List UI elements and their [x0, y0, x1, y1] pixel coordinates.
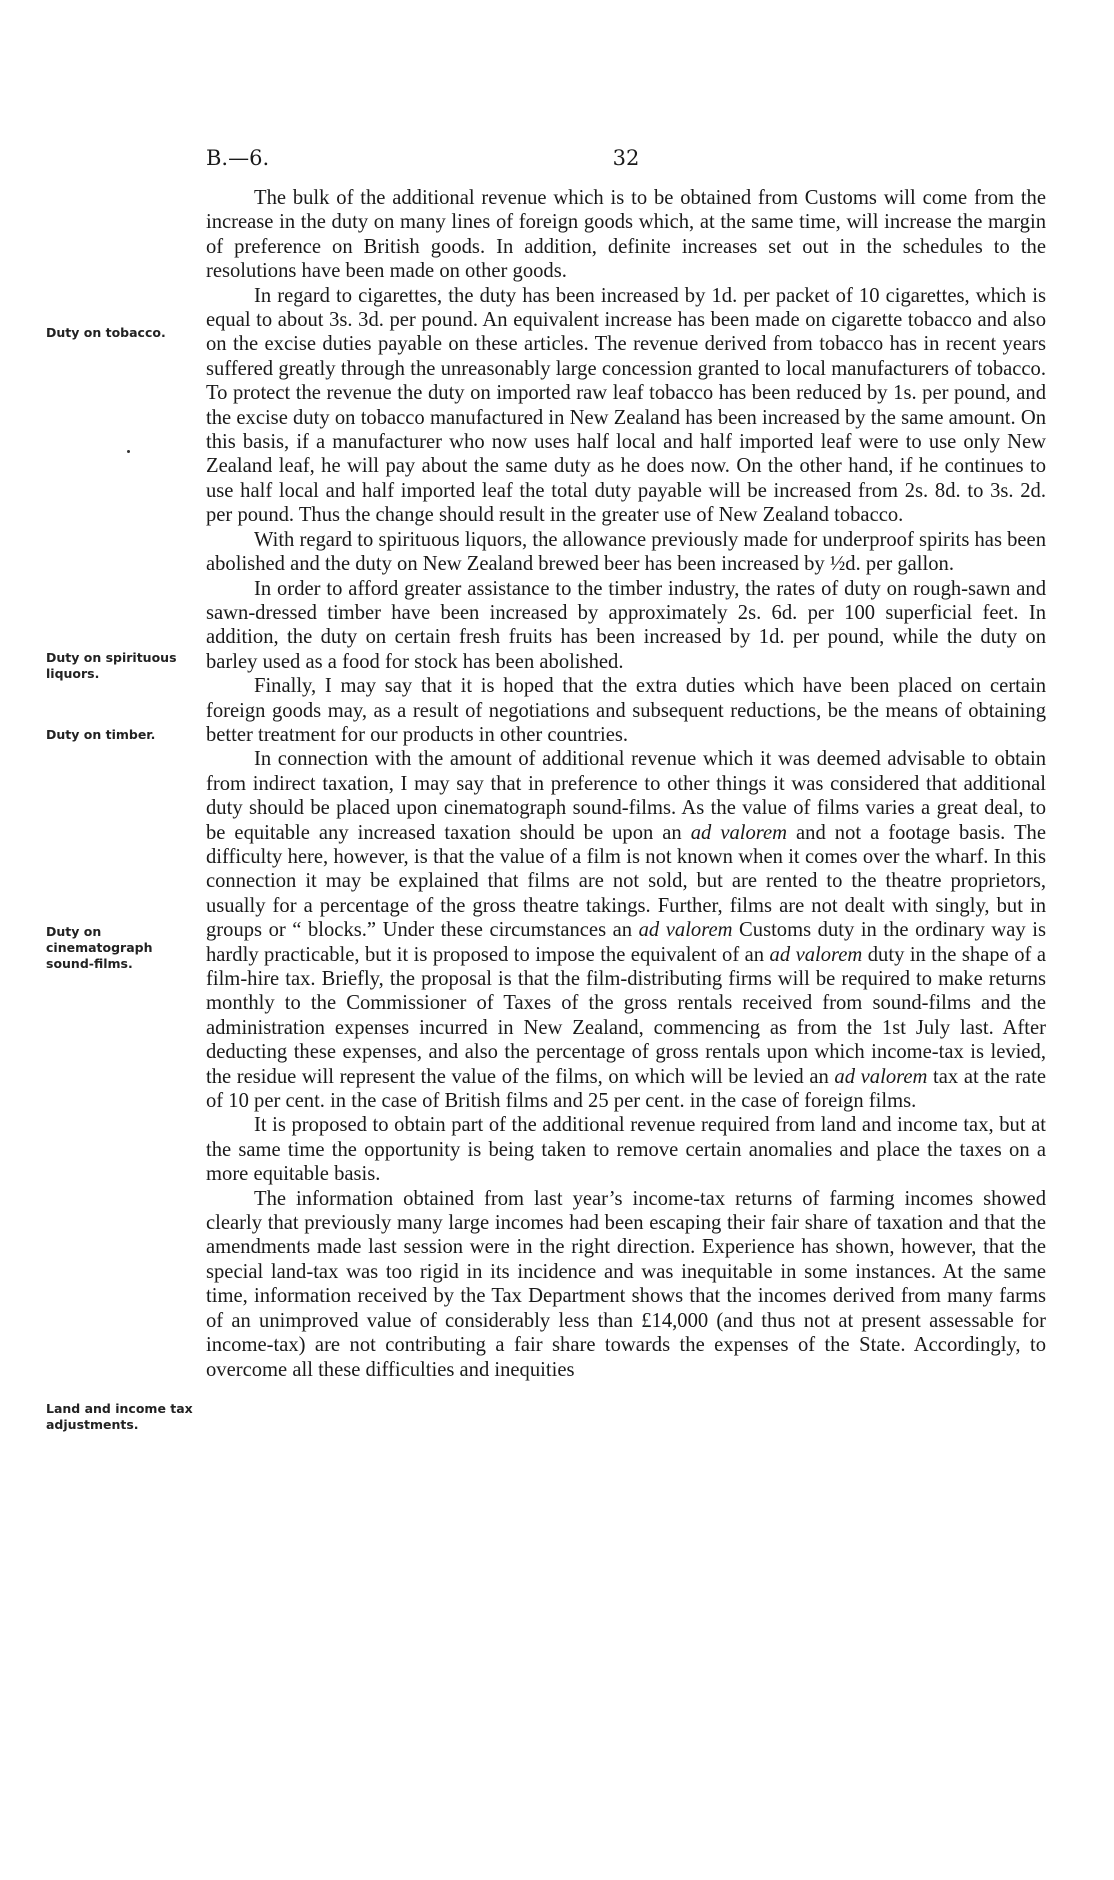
films-text-2: and not a footage basis. The difficulty here, however, is that the value of a film is not known when it comes over the wharf. In this connection it may be explained that films are not sold, but are rented to the theatre proprietors, usually for a percentage of the gross theatre takings. Further, films are not dealt with singly, but in groups or “ blocks.” Under these circumstances an: [206, 821, 1046, 942]
document-reference: B.—6.: [206, 146, 270, 170]
page-number: 32: [612, 146, 640, 170]
margin-mark: [127, 450, 130, 453]
paragraph-farming-incomes: The information obtained from last year’s income-tax returns of farming incomes showed clearly that previously many large incomes had been escaping their fair share of taxation and that the amendments made last session were in the right direction. Experience has shown, however, that the special land-tax was too rigid in its incidence and was inequitable in some instances. At the same time, information received by the Tax Department shows that the incomes derived from many farms of an unimproved value of considerably less than £14,000 (and thus not at present assessable for income-tax) are not contributing a fair share towards the expenses of the State. Accordingly, to overcome all these difficulties and inequities: [206, 1187, 1046, 1381]
ad-valorem-term: ad valorem: [690, 821, 788, 844]
ad-valorem-term: ad valorem: [769, 943, 863, 966]
paragraph-land-income: It is proposed to obtain part of the additional revenue required from land and income tax, but at the same time the opportunity is being taken to remove certain anomalies and place the taxes on a more equitable basis.: [206, 1114, 1046, 1186]
page-header: [206, 146, 1046, 176]
films-text-1: In connection with the amount of additional revenue which it was deemed advisable to obtain from indirect taxation, I may say that in preference to other things it was considered that additional duty should be placed upon cinematograph sound-films. As the value of films varies a great deal, to be equitable any increased taxation should be upon an: [206, 748, 1046, 844]
body-text: [206, 186, 1046, 1382]
margin-note-spirits: Duty on spirituous liquors.: [46, 650, 177, 681]
margin-note-land-income: Land and income tax adjustments.: [46, 1401, 193, 1432]
paragraph-films: [206, 747, 1046, 1113]
films-text-3: Customs duty in the ordinary way is hardly practicable, but it is proposed to impose the equivalent of an: [206, 919, 1046, 966]
ad-valorem-term: ad valorem: [834, 1065, 928, 1088]
ad-valorem-term: ad valorem: [638, 919, 733, 942]
paragraph-tobacco: In regard to cigarettes, the duty has been increased by 1d. per packet of 10 cigarettes, which is equal to about 3s. 3d. per pound. An equivalent increase has been made on cigarette tobacco and also on the excise duties payable on these articles. The revenue derived from tobacco has in recent years suffered greatly through the unreasonably large concession granted to local manufacturers of tobacco. To protect the revenue the duty on imported raw leaf tobacco has been reduced by 1s. per pound, and the excise duty on tobacco manufactured in New Zealand has been increased by the same amount. On this basis, if a manufacturer who now uses half local and half imported leaf were to use only New Zealand leaf, he will pay about the same duty as he does now. On the other hand, if he continues to use half local and half imported leaf the total duty payable will be increased from 2s. 8d. to 3s. 2d. per pound. Thus the change should result in the greater use of New Zealand tobacco.: [206, 284, 1046, 527]
films-text-4: duty in the shape of a film-hire tax. Briefly, the proposal is that the film-distributing firms will be required to make returns monthly to the Commissioner of Taxes of the gross rentals received from sound-films and the administration expenses incurred in New Zealand, commencing as from the 1st July last. After deducting these expenses, and also the percentage of gross rentals upon which income-tax is levied, the residue will represent the value of the films, on which will be levied an: [206, 943, 1046, 1088]
margin-note-timber: Duty on timber.: [46, 727, 156, 742]
paragraph-foreign-goods: Finally, I may say that it is hoped that the extra duties which have been placed on certain foreign goods may, as a result of negotiations and subsequent reductions, be the means of obtaining better treatment for our products in other countries.: [206, 675, 1046, 746]
margin-note-tobacco: Duty on tobacco.: [46, 325, 166, 340]
paragraph-timber: In order to afford greater assistance to the timber industry, the rates of duty on rough-sawn and sawn-dressed timber have been increased by approximately 2s. 6d. per 100 superficial feet. In addition, the duty on certain fresh fruits has been increased by 1d. per pound, while the duty on barley used as a food for stock has been abolished.: [206, 577, 1046, 673]
margin-note-films: Duty on cinematograph sound-films.: [46, 924, 153, 971]
films-text-5: tax at the rate of 10 per cent. in the case of British films and 25 per cent. in the case of foreign films.: [206, 1065, 1046, 1113]
paragraph-customs-revenue: The bulk of the additional revenue which is to be obtained from Customs will come from the increase in the duty on many lines of foreign goods which, at the same time, will increase the margin of preference on British goods. In addition, definite increases set out in the schedules to the resolutions have been made on other goods.: [206, 187, 1046, 283]
paragraph-spirits: With regard to spirituous liquors, the allowance previously made for underproof spirits has been abolished and the duty on New Zealand brewed beer has been increased by ½d. per gallon.: [206, 528, 1046, 576]
